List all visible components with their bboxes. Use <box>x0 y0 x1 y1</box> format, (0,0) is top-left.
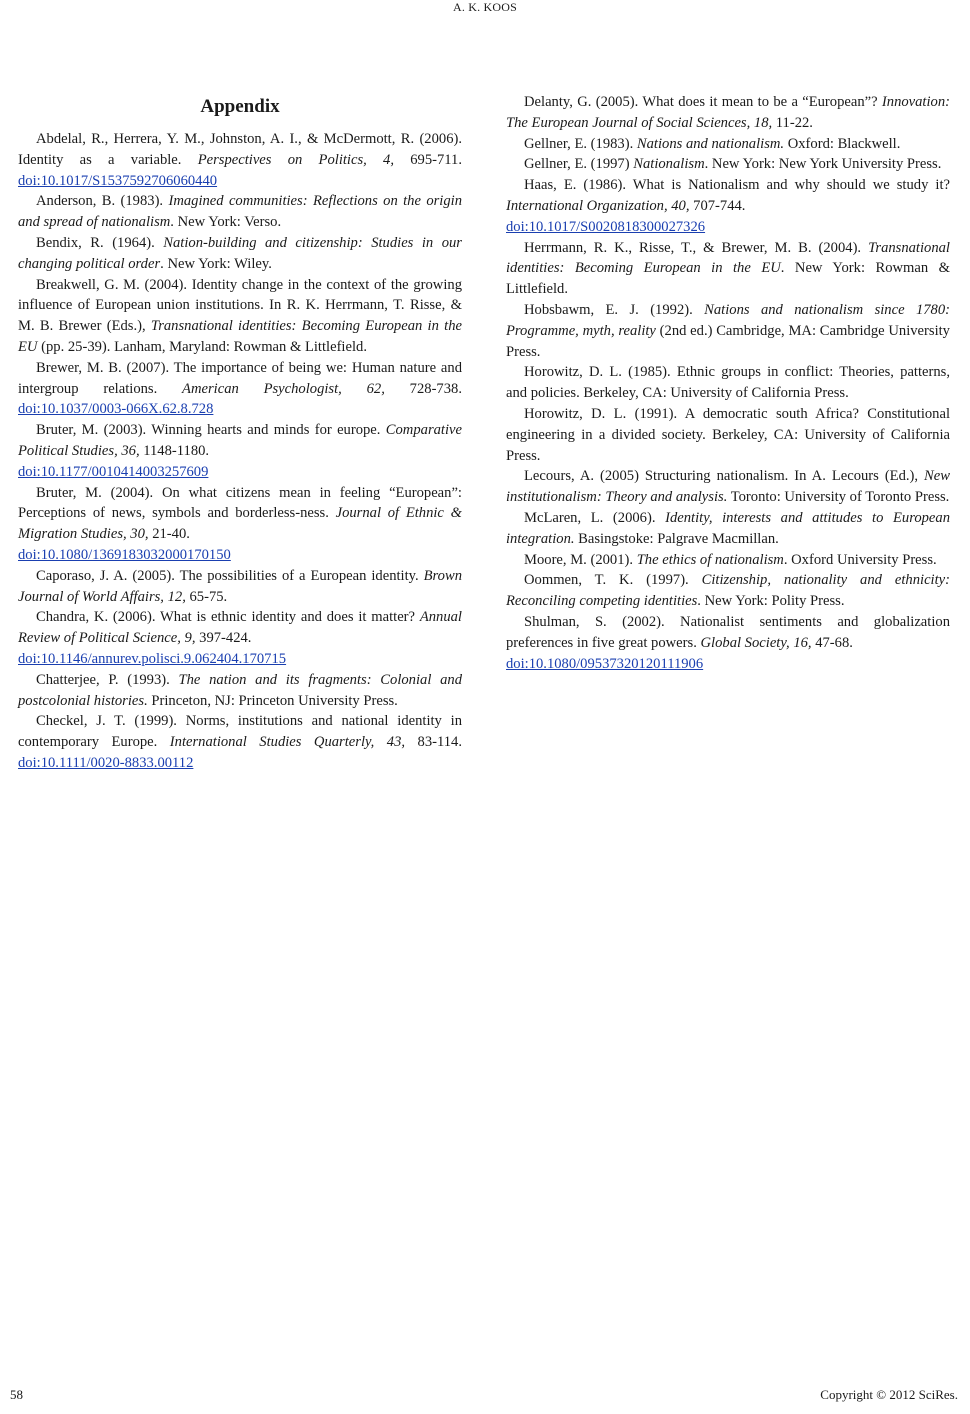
reference-text: Lecours, A. (2005) Structuring nationalism. In A. Lecours (Ed.), <box>524 468 925 485</box>
reference-text: Bruter, M. (2003). Winning hearts and minds for europe. <box>36 422 386 439</box>
reference-entry <box>506 362 950 404</box>
reference-title-italic: Brown Journal of World Affairs, 12, <box>18 567 462 605</box>
reference-entry <box>506 300 950 362</box>
reference-entry <box>506 134 950 155</box>
reference-column-right <box>506 92 950 674</box>
reference-text: Basingstoke: Palgrave Macmillan. <box>574 530 779 547</box>
reference-text: Horowitz, D. L. (1991). A democratic south Africa? Constitutional engineering in a divided society. Berkeley, CA: University of California Press. <box>506 405 950 464</box>
reference-text: (pp. 25-39). Lanham, Maryland: Rowman & Littlefield. <box>37 338 367 355</box>
reference-entry <box>506 570 950 612</box>
reference-text: Caporaso, J. A. (2005). The possibilities of a European identity. <box>36 567 424 584</box>
reference-text: . Oxford University Press. <box>783 551 937 568</box>
page-number: 58 <box>10 1387 23 1402</box>
doi-link[interactable]: doi:10.1177/0010414003257609 <box>18 463 209 480</box>
reference-entry <box>18 607 462 669</box>
doi-link[interactable]: doi:10.1080/09537320120111906 <box>506 655 704 672</box>
reference-text: 83-114. <box>405 734 462 751</box>
reference-title-italic: American Psychologist, 62, <box>182 380 385 397</box>
reference-text: Horowitz, D. L. (1985). Ethnic groups in conflict: Theories, patterns, and policies. Berkeley, CA: University of California Press. <box>506 364 950 402</box>
doi-link[interactable]: doi:10.1146/annurev.polisci.9.062404.170715 <box>18 650 287 667</box>
running-head: A. K. KOOS <box>452 0 517 14</box>
reference-title-italic: Nation-building and citizenship: Studies in our changing political order <box>18 234 462 272</box>
reference-text: Abdelal, R., Herrera, Y. M., Johnston, A. I., & McDermott, R. (2006). Identity as a variable. <box>18 131 462 168</box>
doi-link[interactable]: doi:10.1017/S1537592706060440 <box>18 172 218 189</box>
reference-entry <box>18 711 462 773</box>
reference-text: Princeton, NJ: Princeton University Press. <box>147 692 398 709</box>
reference-entry <box>18 483 462 566</box>
reference-entry <box>18 233 462 275</box>
doi-link[interactable]: doi:10.1111/0020-8833.00112 <box>18 754 194 771</box>
reference-entry <box>506 404 950 466</box>
reference-text: . New York: Wiley. <box>160 255 272 272</box>
reference-title-italic: Transnational identities: Becoming European in the EU <box>506 239 950 277</box>
reference-title-italic: Perspectives on Politics, 4, <box>197 151 394 168</box>
reference-entry <box>18 420 462 482</box>
reference-title-italic: Identity, interests and attitudes to European integration. <box>506 509 950 547</box>
reference-text: Toronto: University of Toronto Press. <box>727 489 950 506</box>
reference-title-italic: Comparative Political Studies, 36, <box>18 422 462 459</box>
reference-title-italic: Innovation: The European Journal of Social Sciences, 18, <box>506 94 950 131</box>
reference-text: Bruter, M. (2004). On what citizens mean in feeling “European”: Perceptions of news, symbols and borderless-ness. <box>18 484 462 522</box>
doi-link[interactable]: doi:10.1080/1369183032000170150 <box>18 546 231 563</box>
reference-text: Anderson, B. (1983). <box>36 193 169 210</box>
reference-text: Gellner, E. (1997) <box>524 156 634 173</box>
reference-text: Oommen, T. K. (1997). <box>524 572 702 589</box>
reference-list-left <box>18 129 462 774</box>
reference-text: . New York: Verso. <box>170 214 282 231</box>
reference-title-italic: Annual Review of Political Science, 9, <box>18 609 462 647</box>
reference-title-italic: International Studies Quarterly, 43, <box>169 734 406 751</box>
doi-link[interactable]: doi:10.1037/0003-066X.62.8.728 <box>18 401 214 418</box>
copyright-notice: Copyright © 2012 SciRes. <box>820 1387 958 1402</box>
reference-text: 728-738. <box>384 380 462 397</box>
reference-text: Breakwell, G. M. (2004). Identity change in the context of the growing influence of European union institutions. In R. K. Herrmann, T. Risse, & M. B. Brewer (Eds.), <box>18 276 462 335</box>
reference-entry <box>506 154 950 175</box>
reference-title-italic: Journal of Ethnic & Migration Studies, 30, <box>18 505 462 543</box>
reference-text: Oxford: Blackwell. <box>784 135 901 152</box>
reference-title-italic: Global Society, 16, <box>700 634 812 651</box>
reference-entry <box>18 670 462 712</box>
reference-title-italic: Nations and nationalism. <box>636 135 785 152</box>
reference-text: Moore, M. (2001). <box>524 551 637 568</box>
reference-text: Delanty, G. (2005). What does it mean to be a “European”? <box>524 94 882 110</box>
reference-title-italic: Nationalism <box>633 156 705 173</box>
reference-entry <box>506 92 950 134</box>
reference-entry <box>18 275 462 358</box>
reference-title-italic: New institutionalism: Theory and analysis. <box>506 468 950 506</box>
reference-entry <box>18 358 462 420</box>
reference-text: . New York: Polity Press. <box>697 593 845 610</box>
section-heading: Appendix <box>200 96 280 117</box>
reference-text: Shulman, S. (2002). Nationalist sentiments and globalization preferences in five great powers. <box>506 613 950 651</box>
reference-title-italic: The nation and its fragments: Colonial and postcolonial histories. <box>18 671 462 709</box>
reference-text: Chatterjee, P. (1993). <box>36 671 179 688</box>
reference-text: 65-75. <box>185 588 228 605</box>
reference-entry <box>506 466 950 508</box>
reference-title-italic: International Organization, 40, <box>506 197 690 214</box>
reference-title-italic: Citizenship, nationality and ethnicity: Reconciling competing identities <box>506 572 950 610</box>
reference-text: Haas, E. (1986). What is Nationalism and why should we study it? <box>524 177 950 194</box>
reference-title-italic: Transnational identities: Becoming European in the EU <box>18 318 462 355</box>
reference-entry <box>18 129 462 191</box>
reference-list-right <box>506 92 950 674</box>
reference-entry <box>18 566 462 608</box>
reference-text: (2nd ed.) Cambridge, MA: Cambridge University Press. <box>506 322 950 360</box>
reference-text: 11-22. <box>772 114 813 131</box>
reference-text: 47-68. <box>811 634 853 651</box>
reference-text: Brewer, M. B. (2007). The importance of being we: Human nature and intergroup relations. <box>18 359 462 397</box>
reference-text: 1148-1180. <box>139 442 210 459</box>
reference-entry <box>506 612 950 674</box>
reference-text: Herrmann, R. K., Risse, T., & Brewer, M. B. (2004). <box>524 239 869 256</box>
reference-text: 695-711. <box>394 151 463 168</box>
reference-text: Checkel, J. T. (1999). Norms, institutions and national identity in contemporary Europe. <box>18 713 462 751</box>
reference-text: Bendix, R. (1964). <box>36 234 164 251</box>
reference-text: Chandra, K. (2006). What is ethnic identity and does it matter? <box>36 609 420 626</box>
reference-column-left <box>18 92 462 774</box>
reference-title-italic: Imagined communities: Reflections on the origin and spread of nationalism <box>18 193 462 231</box>
reference-entry <box>506 238 950 300</box>
reference-title-italic: Nations and nationalism since 1780: Programme, myth, reality <box>506 301 950 339</box>
reference-text: . New York: New York University Press. <box>704 156 942 173</box>
reference-text: 397-424. <box>195 630 252 647</box>
reference-text: Hobsbawm, E. J. (1992). <box>524 301 705 318</box>
reference-title-italic: The ethics of nationalism <box>636 551 784 568</box>
reference-entry <box>506 175 950 237</box>
reference-text: . New York: Rowman & Littlefield. <box>506 260 951 298</box>
reference-text: 707-744. <box>689 197 746 214</box>
reference-text: Gellner, E. (1983). <box>524 135 637 152</box>
reference-entry <box>506 550 950 571</box>
reference-text: 21-40. <box>148 526 190 543</box>
doi-link[interactable]: doi:10.1017/S0020818300027326 <box>506 218 706 235</box>
reference-entry <box>506 508 950 550</box>
reference-text: McLaren, L. (2006). <box>524 509 666 526</box>
reference-entry <box>18 191 462 233</box>
